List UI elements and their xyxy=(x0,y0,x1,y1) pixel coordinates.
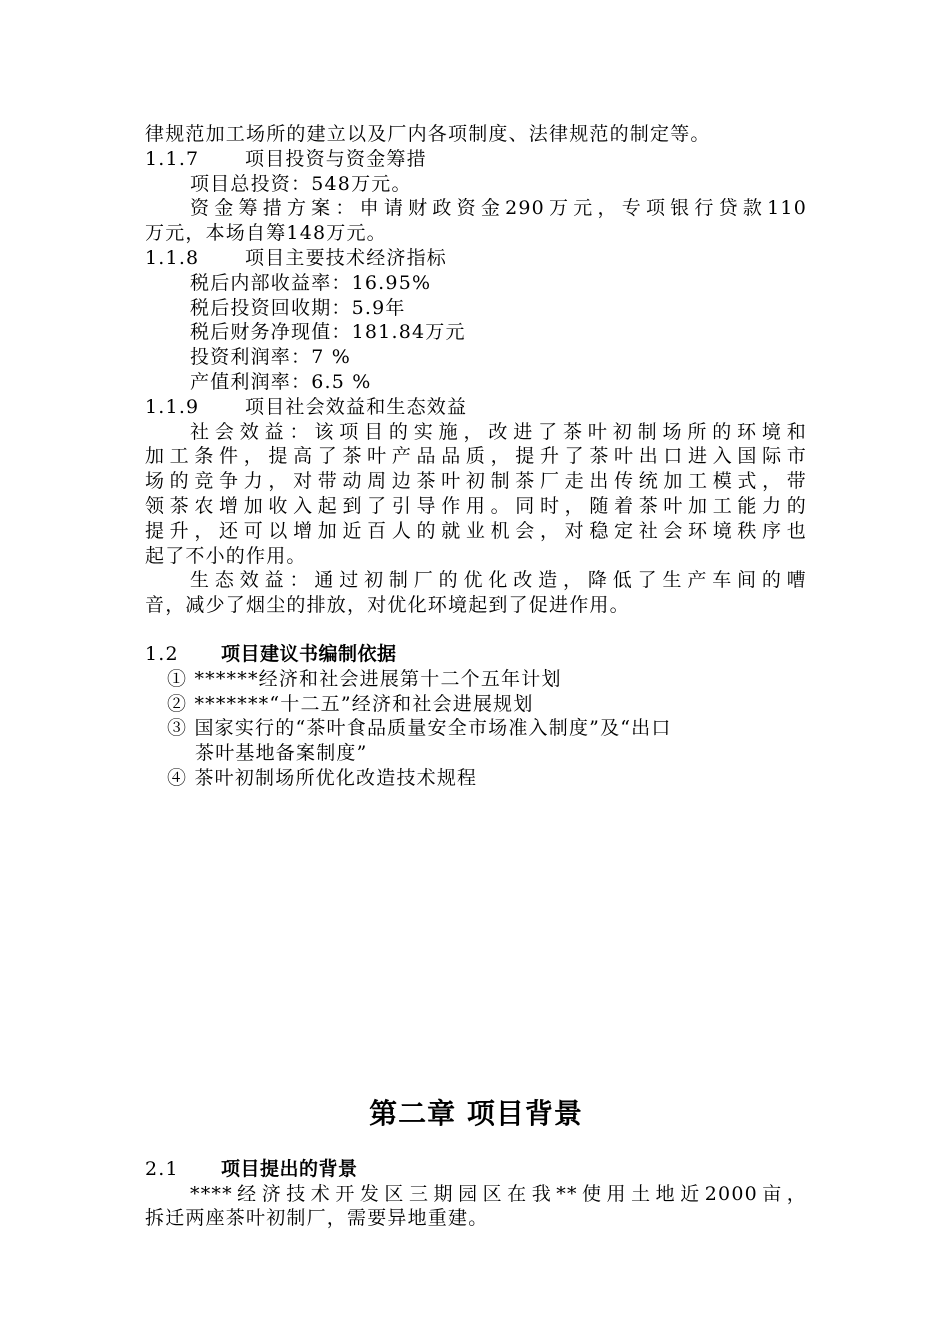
paragraph-line: 社会效益：该项目的实施，改进了茶叶初制场所的环境和 xyxy=(190,420,807,443)
paragraph-line: 律规范加工场所的建立以及厂内各项制度、法律规范的制定等。 xyxy=(145,123,711,145)
heading-1-2 xyxy=(145,642,807,667)
funding-plan-line: 万元，本场自筹148万元。 xyxy=(145,222,387,245)
heading-1-1-8 xyxy=(145,246,807,271)
heading-number: 1.1.7 xyxy=(145,147,200,170)
paragraph-line: 音，减少了烟尘的排放，对优化环境起到了促进作用。 xyxy=(145,594,630,617)
chapter-title: 第二章 项目背景 xyxy=(369,1096,583,1130)
list-item: ④ 茶叶初制场所优化改造技术规程 xyxy=(167,766,478,789)
list-item: ③ 国家实行的“茶叶食品质量安全市场准入制度”及“出口 xyxy=(167,717,672,740)
indicator-irr: 税后内部收益率：16.95% xyxy=(190,271,432,294)
paragraph-line: 生态效益：通过初制厂的优化改造，降低了生产车间的嘈 xyxy=(190,569,807,592)
indicator-payback: 税后投资回收期：5.9年 xyxy=(190,296,406,319)
heading-number: 1.2 xyxy=(145,642,179,665)
heading-title: 项目建议书编制依据 xyxy=(221,642,397,665)
indicator-npv: 税后财务净现值：181.84万元 xyxy=(190,321,466,344)
document-page xyxy=(145,122,807,1231)
paragraph-line: 领茶农增加收入起到了引导作用。同时，随着茶叶加工能力的 xyxy=(145,494,807,517)
heading-2-1 xyxy=(145,1157,807,1182)
heading-title: 项目社会效益和生态效益 xyxy=(245,395,468,418)
list-item-continuation: 茶叶基地备案制度” xyxy=(195,742,368,765)
heading-title: 项目主要技术经济指标 xyxy=(245,246,448,269)
heading-title: 项目提出的背景 xyxy=(221,1157,358,1180)
indicator-roi: 投资利润率：7 % xyxy=(190,346,351,369)
paragraph-line: 提升，还可以增加近百人的就业机会，对稳定社会环境秩序也 xyxy=(145,519,807,542)
paragraph-line: 场的竞争力，对带动周边茶叶初制茶厂走出传统加工模式，带 xyxy=(145,470,807,493)
funding-plan-line: 资金筹措方案：申请财政资金290万元，专项银行贷款110 xyxy=(190,197,807,220)
heading-1-1-9 xyxy=(145,395,807,420)
paragraph-line: 起了不小的作用。 xyxy=(145,544,307,567)
paragraph-line: ****经济技术开发区三期园区在我**使用土地近2000亩， xyxy=(190,1182,807,1205)
basis-list xyxy=(145,667,807,791)
indicator-output-profit: 产值利润率：6.5 % xyxy=(190,370,372,393)
list-item: ② *******“十二五”经济和社会进展规划 xyxy=(167,692,534,715)
list-item: ① ******经济和社会进展第十二个五年计划 xyxy=(167,667,562,690)
paragraph-line: 加工条件，提高了茶叶产品品质，提升了茶叶出口进入国际市 xyxy=(145,445,807,468)
heading-number: 2.1 xyxy=(145,1157,179,1180)
heading-title: 项目投资与资金筹措 xyxy=(245,147,427,170)
paragraph-line: 拆迁两座茶叶初制厂，需要异地重建。 xyxy=(145,1207,489,1230)
total-investment: 项目总投资：548万元。 xyxy=(190,172,412,195)
heading-1-1-7 xyxy=(145,147,807,172)
heading-number: 1.1.8 xyxy=(145,246,200,269)
heading-number: 1.1.9 xyxy=(145,395,200,418)
